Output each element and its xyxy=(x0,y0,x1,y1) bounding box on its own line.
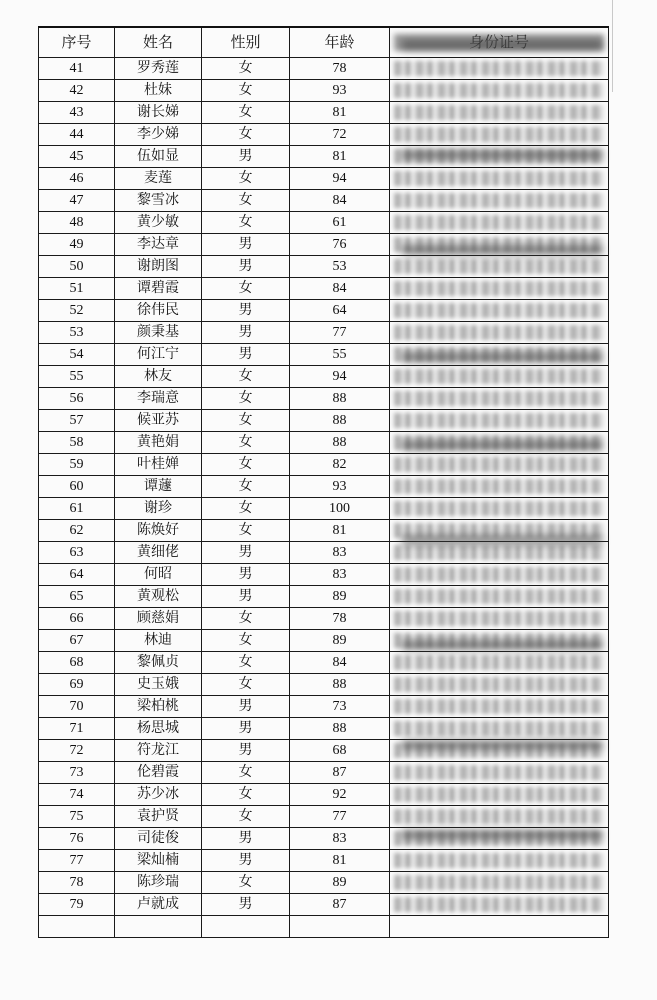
gender-cell: 女 xyxy=(202,476,290,498)
id-number-cell-redacted xyxy=(390,190,609,212)
redaction-band xyxy=(402,40,602,50)
age-cell: 92 xyxy=(290,784,390,806)
age-cell: 64 xyxy=(290,300,390,322)
serial-number-cell: 43 xyxy=(39,102,115,124)
redaction-mask xyxy=(394,325,604,340)
table-row xyxy=(39,872,609,894)
gender-cell: 女 xyxy=(202,212,290,234)
redaction-mask xyxy=(394,83,604,98)
id-number-cell-redacted xyxy=(390,872,609,894)
name-cell: 伍如显 xyxy=(115,146,202,168)
table-row xyxy=(39,278,609,300)
serial-number-cell: 72 xyxy=(39,740,115,762)
age-cell: 87 xyxy=(290,762,390,784)
redaction-band xyxy=(402,640,602,650)
table-row xyxy=(39,190,609,212)
redaction-mask xyxy=(394,457,604,472)
name-cell: 何昭 xyxy=(115,564,202,586)
name-cell: 黄细佬 xyxy=(115,542,202,564)
id-number-cell-redacted xyxy=(390,454,609,476)
redaction-mask xyxy=(394,655,604,670)
gender-cell: 女 xyxy=(202,674,290,696)
redaction-mask xyxy=(394,193,604,208)
age-cell: 73 xyxy=(290,696,390,718)
name-cell: 梁灿楠 xyxy=(115,850,202,872)
age-cell: 84 xyxy=(290,278,390,300)
table-row xyxy=(39,58,609,80)
gender-cell: 男 xyxy=(202,146,290,168)
gender-cell: 女 xyxy=(202,102,290,124)
age-cell: 72 xyxy=(290,124,390,146)
table-row xyxy=(39,388,609,410)
table-row xyxy=(39,564,609,586)
serial-number-cell: 46 xyxy=(39,168,115,190)
age-cell: 84 xyxy=(290,190,390,212)
gender-cell: 女 xyxy=(202,608,290,630)
gender-cell: 女 xyxy=(202,168,290,190)
serial-number-cell: 79 xyxy=(39,894,115,916)
redaction-mask xyxy=(394,875,604,890)
serial-number-cell: 59 xyxy=(39,454,115,476)
name-cell: 李达章 xyxy=(115,234,202,256)
age-cell: 76 xyxy=(290,234,390,256)
age-cell: 89 xyxy=(290,630,390,652)
id-number-cell-redacted xyxy=(390,410,609,432)
table-row xyxy=(39,784,609,806)
name-cell: 史玉娥 xyxy=(115,674,202,696)
gender-cell: 男 xyxy=(202,234,290,256)
gender-cell: 男 xyxy=(202,300,290,322)
id-number-cell-redacted xyxy=(390,124,609,146)
header-name: 姓名 xyxy=(115,27,202,58)
redaction-mask xyxy=(394,853,604,868)
age-cell: 81 xyxy=(290,102,390,124)
serial-number-cell: 55 xyxy=(39,366,115,388)
table-row xyxy=(39,652,609,674)
table-row xyxy=(39,476,609,498)
gender-cell: 女 xyxy=(202,58,290,80)
table-row xyxy=(39,322,609,344)
age-cell: 82 xyxy=(290,454,390,476)
redaction-mask xyxy=(394,501,604,516)
serial-number-cell: 76 xyxy=(39,828,115,850)
serial-number-cell: 77 xyxy=(39,850,115,872)
age-cell: 93 xyxy=(290,80,390,102)
id-number-cell-redacted xyxy=(390,58,609,80)
id-number-cell-redacted xyxy=(390,674,609,696)
redaction-mask xyxy=(394,677,604,692)
table-row xyxy=(39,608,609,630)
id-number-cell-redacted xyxy=(390,80,609,102)
serial-number-cell: 58 xyxy=(39,432,115,454)
age-cell: 53 xyxy=(290,256,390,278)
id-number-cell-redacted xyxy=(390,278,609,300)
age-cell: 78 xyxy=(290,608,390,630)
name-cell: 杨思城 xyxy=(115,718,202,740)
gender-cell: 女 xyxy=(202,454,290,476)
name-cell: 李少娣 xyxy=(115,124,202,146)
age-cell: 87 xyxy=(290,894,390,916)
empty-cell xyxy=(202,916,290,938)
serial-number-cell: 69 xyxy=(39,674,115,696)
id-number-cell-redacted xyxy=(390,718,609,740)
id-number-cell-redacted xyxy=(390,388,609,410)
redaction-mask xyxy=(394,215,604,230)
serial-number-cell: 70 xyxy=(39,696,115,718)
redaction-mask xyxy=(394,413,604,428)
gender-cell: 女 xyxy=(202,806,290,828)
roster-table xyxy=(38,26,609,938)
name-cell: 黄观松 xyxy=(115,586,202,608)
serial-number-cell: 61 xyxy=(39,498,115,520)
serial-number-cell: 50 xyxy=(39,256,115,278)
name-cell: 谢珍 xyxy=(115,498,202,520)
id-number-cell-redacted xyxy=(390,102,609,124)
redaction-mask xyxy=(394,589,604,604)
id-number-cell-redacted xyxy=(390,850,609,872)
gender-cell: 女 xyxy=(202,630,290,652)
redaction-band xyxy=(402,150,602,160)
serial-number-cell: 56 xyxy=(39,388,115,410)
age-cell: 83 xyxy=(290,542,390,564)
age-cell: 77 xyxy=(290,806,390,828)
redaction-mask xyxy=(394,127,604,142)
id-number-cell-redacted xyxy=(390,366,609,388)
serial-number-cell: 71 xyxy=(39,718,115,740)
name-cell: 苏少冰 xyxy=(115,784,202,806)
gender-cell: 男 xyxy=(202,828,290,850)
name-cell: 颜秉基 xyxy=(115,322,202,344)
gender-cell: 男 xyxy=(202,344,290,366)
id-number-cell-redacted xyxy=(390,608,609,630)
age-cell: 88 xyxy=(290,432,390,454)
serial-number-cell: 66 xyxy=(39,608,115,630)
name-cell: 林友 xyxy=(115,366,202,388)
age-cell: 89 xyxy=(290,872,390,894)
redaction-band xyxy=(402,740,602,750)
age-cell: 94 xyxy=(290,168,390,190)
gender-cell: 男 xyxy=(202,542,290,564)
age-cell: 88 xyxy=(290,718,390,740)
table-row xyxy=(39,696,609,718)
gender-cell: 女 xyxy=(202,388,290,410)
name-cell: 谭碧霞 xyxy=(115,278,202,300)
id-number-cell-redacted xyxy=(390,322,609,344)
table-row xyxy=(39,256,609,278)
redaction-mask xyxy=(394,259,604,274)
table-row xyxy=(39,454,609,476)
table-body xyxy=(39,58,609,938)
gender-cell: 男 xyxy=(202,894,290,916)
serial-number-cell: 62 xyxy=(39,520,115,542)
age-cell: 83 xyxy=(290,564,390,586)
redaction-mask xyxy=(394,171,604,186)
age-cell: 88 xyxy=(290,410,390,432)
age-cell: 81 xyxy=(290,146,390,168)
name-cell: 黄少敏 xyxy=(115,212,202,234)
name-cell: 黄艳娟 xyxy=(115,432,202,454)
serial-number-cell: 75 xyxy=(39,806,115,828)
gender-cell: 女 xyxy=(202,278,290,300)
id-number-cell-redacted xyxy=(390,256,609,278)
name-cell: 陈焕好 xyxy=(115,520,202,542)
table-row xyxy=(39,718,609,740)
age-cell: 88 xyxy=(290,388,390,410)
name-cell: 陈珍瑞 xyxy=(115,872,202,894)
id-number-cell-redacted xyxy=(390,564,609,586)
id-number-cell-redacted xyxy=(390,784,609,806)
gender-cell: 男 xyxy=(202,850,290,872)
id-number-cell-redacted xyxy=(390,894,609,916)
redaction-mask xyxy=(394,611,604,626)
gender-cell: 女 xyxy=(202,872,290,894)
age-cell: 78 xyxy=(290,58,390,80)
table-row xyxy=(39,762,609,784)
serial-number-cell: 53 xyxy=(39,322,115,344)
redaction-mask xyxy=(394,391,604,406)
page-edge-line xyxy=(612,0,613,92)
table-row xyxy=(39,300,609,322)
gender-cell: 男 xyxy=(202,718,290,740)
id-number-cell-redacted xyxy=(390,212,609,234)
gender-cell: 男 xyxy=(202,256,290,278)
id-number-cell-redacted xyxy=(390,476,609,498)
redaction-band xyxy=(402,352,602,362)
gender-cell: 女 xyxy=(202,762,290,784)
gender-cell: 男 xyxy=(202,696,290,718)
redaction-mask xyxy=(394,105,604,120)
age-cell: 84 xyxy=(290,652,390,674)
table-row xyxy=(39,806,609,828)
serial-number-cell: 41 xyxy=(39,58,115,80)
age-cell: 68 xyxy=(290,740,390,762)
redaction-mask xyxy=(394,567,604,582)
name-cell: 符龙江 xyxy=(115,740,202,762)
empty-cell xyxy=(115,916,202,938)
age-cell: 83 xyxy=(290,828,390,850)
serial-number-cell: 48 xyxy=(39,212,115,234)
redaction-mask xyxy=(394,721,604,736)
redaction-band xyxy=(402,830,602,840)
id-number-cell-redacted xyxy=(390,498,609,520)
gender-cell: 女 xyxy=(202,410,290,432)
serial-number-cell: 45 xyxy=(39,146,115,168)
age-cell: 93 xyxy=(290,476,390,498)
name-cell: 司徒俊 xyxy=(115,828,202,850)
redaction-mask xyxy=(394,303,604,318)
serial-number-cell: 78 xyxy=(39,872,115,894)
name-cell: 谭蘧 xyxy=(115,476,202,498)
table-row xyxy=(39,168,609,190)
table-row xyxy=(39,410,609,432)
id-number-cell-redacted xyxy=(390,652,609,674)
serial-number-cell: 63 xyxy=(39,542,115,564)
gender-cell: 女 xyxy=(202,432,290,454)
gender-cell: 男 xyxy=(202,564,290,586)
redaction-band xyxy=(402,535,602,545)
age-cell: 100 xyxy=(290,498,390,520)
name-cell: 罗秀莲 xyxy=(115,58,202,80)
age-cell: 89 xyxy=(290,586,390,608)
gender-cell: 女 xyxy=(202,652,290,674)
serial-number-cell: 68 xyxy=(39,652,115,674)
table-row xyxy=(39,586,609,608)
table-row xyxy=(39,102,609,124)
gender-cell: 男 xyxy=(202,322,290,344)
serial-number-cell: 65 xyxy=(39,586,115,608)
redaction-mask xyxy=(394,61,604,76)
age-cell: 81 xyxy=(290,520,390,542)
id-number-cell-redacted xyxy=(390,300,609,322)
serial-number-cell: 47 xyxy=(39,190,115,212)
table-row xyxy=(39,894,609,916)
table-row xyxy=(39,498,609,520)
name-cell: 谢长娣 xyxy=(115,102,202,124)
serial-number-cell: 51 xyxy=(39,278,115,300)
table-row xyxy=(39,850,609,872)
name-cell: 徐伟民 xyxy=(115,300,202,322)
redaction-band xyxy=(402,245,602,255)
name-cell: 谢朗图 xyxy=(115,256,202,278)
serial-number-cell: 52 xyxy=(39,300,115,322)
redaction-mask xyxy=(394,281,604,296)
name-cell: 何江宁 xyxy=(115,344,202,366)
name-cell: 梁柏桃 xyxy=(115,696,202,718)
name-cell: 黎雪冰 xyxy=(115,190,202,212)
empty-cell xyxy=(390,916,609,938)
gender-cell: 女 xyxy=(202,784,290,806)
serial-number-cell: 42 xyxy=(39,80,115,102)
redaction-mask xyxy=(394,787,604,802)
age-cell: 88 xyxy=(290,674,390,696)
serial-number-cell: 67 xyxy=(39,630,115,652)
empty-cell xyxy=(290,916,390,938)
redaction-mask xyxy=(394,809,604,824)
gender-cell: 男 xyxy=(202,740,290,762)
table-row xyxy=(39,80,609,102)
id-number-cell-redacted xyxy=(390,168,609,190)
redaction-mask xyxy=(394,765,604,780)
name-cell: 林迪 xyxy=(115,630,202,652)
id-number-cell-redacted xyxy=(390,586,609,608)
gender-cell: 女 xyxy=(202,498,290,520)
header-gender: 性别 xyxy=(202,27,290,58)
name-cell: 顾慈娟 xyxy=(115,608,202,630)
age-cell: 94 xyxy=(290,366,390,388)
redaction-band xyxy=(402,440,602,450)
name-cell: 候亚苏 xyxy=(115,410,202,432)
serial-number-cell: 74 xyxy=(39,784,115,806)
gender-cell: 女 xyxy=(202,366,290,388)
serial-number-cell: 44 xyxy=(39,124,115,146)
blank-row xyxy=(39,916,609,938)
name-cell: 伦碧霞 xyxy=(115,762,202,784)
serial-number-cell: 73 xyxy=(39,762,115,784)
table-row xyxy=(39,366,609,388)
redaction-mask xyxy=(394,479,604,494)
redaction-mask xyxy=(394,545,604,560)
name-cell: 叶桂婵 xyxy=(115,454,202,476)
age-cell: 61 xyxy=(290,212,390,234)
age-cell: 77 xyxy=(290,322,390,344)
table-row xyxy=(39,124,609,146)
header-age: 年龄 xyxy=(290,27,390,58)
age-cell: 81 xyxy=(290,850,390,872)
id-number-cell-redacted xyxy=(390,762,609,784)
redaction-mask xyxy=(394,369,604,384)
name-cell: 卢就成 xyxy=(115,894,202,916)
id-number-cell-redacted xyxy=(390,696,609,718)
gender-cell: 女 xyxy=(202,124,290,146)
serial-number-cell: 49 xyxy=(39,234,115,256)
id-number-cell-redacted xyxy=(390,806,609,828)
redaction-mask xyxy=(394,699,604,714)
name-cell: 麦莲 xyxy=(115,168,202,190)
name-cell: 杜妹 xyxy=(115,80,202,102)
name-cell: 李瑞意 xyxy=(115,388,202,410)
gender-cell: 女 xyxy=(202,520,290,542)
serial-number-cell: 57 xyxy=(39,410,115,432)
serial-number-cell: 54 xyxy=(39,344,115,366)
name-cell: 袁护贤 xyxy=(115,806,202,828)
header-serial-number: 序号 xyxy=(39,27,115,58)
table-row xyxy=(39,674,609,696)
name-cell: 黎佩贞 xyxy=(115,652,202,674)
table-row xyxy=(39,212,609,234)
serial-number-cell: 64 xyxy=(39,564,115,586)
redaction-mask xyxy=(394,897,604,912)
empty-cell xyxy=(39,916,115,938)
age-cell: 55 xyxy=(290,344,390,366)
gender-cell: 女 xyxy=(202,80,290,102)
serial-number-cell: 60 xyxy=(39,476,115,498)
gender-cell: 女 xyxy=(202,190,290,212)
gender-cell: 男 xyxy=(202,586,290,608)
